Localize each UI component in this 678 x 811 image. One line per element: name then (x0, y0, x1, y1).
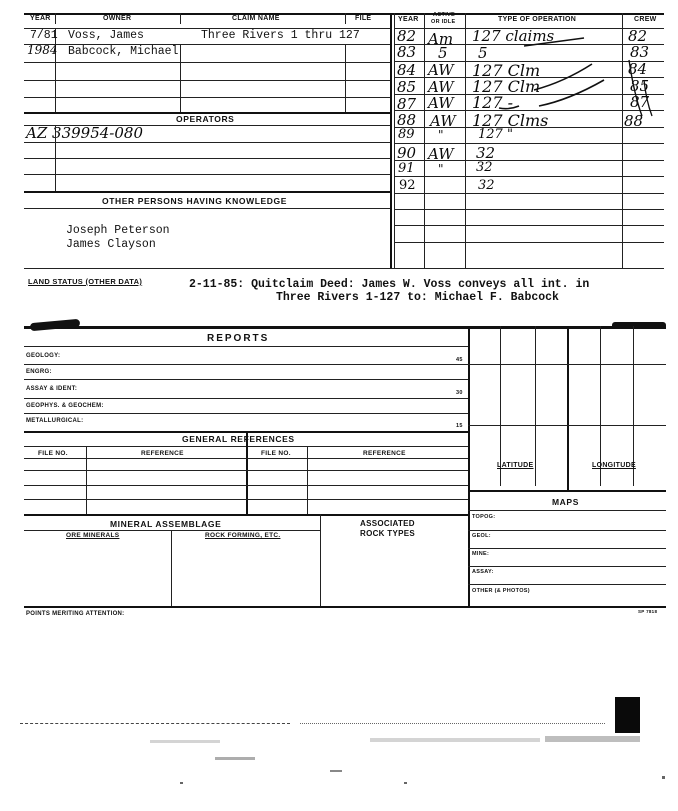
associated-label: ASSOCIATED (360, 519, 415, 528)
noise (370, 738, 540, 742)
activity-year: 89 (398, 127, 415, 142)
claim-name: Three Rivers 1 thru 127 (201, 29, 360, 42)
header-type-of-operation: TYPE OF OPERATION (498, 16, 577, 23)
activity-year: 91 (398, 161, 415, 176)
header-crew: CREW (634, 16, 657, 23)
map-item: MINE: (472, 551, 490, 557)
noise (545, 736, 640, 742)
smudge (612, 322, 666, 329)
header-file: FILE (355, 15, 372, 22)
rock-types-label: ROCK TYPES (360, 529, 416, 538)
activity-operation: 127 Clms (472, 111, 549, 130)
activity-crew: 84 (628, 60, 648, 78)
activity-crew: 87 (630, 93, 650, 111)
activity-operation: 32 (478, 178, 495, 193)
handwritten-strokes (394, 24, 666, 194)
activity-status: AW (428, 61, 454, 79)
activity-status: 5 (438, 44, 448, 62)
activity-operation: 127 Clm (472, 61, 541, 80)
noise (404, 782, 407, 784)
latitude-label: LATITUDE (497, 462, 534, 469)
report-row-label: ASSAY & IDENT: (26, 386, 78, 392)
activity-year: 85 (397, 78, 417, 96)
form-code: SP 7818 (638, 609, 658, 614)
map-item: ASSAY: (472, 569, 494, 575)
noise (215, 757, 255, 760)
report-row-num: 45 (456, 357, 463, 363)
activity-status: AW (430, 112, 456, 130)
smudge (30, 319, 81, 331)
activity-crew: 88 (624, 112, 644, 130)
activity-year: 90 (397, 144, 417, 162)
longitude-label: LONGITUDE (592, 462, 636, 469)
activity-operation: 127 " (478, 127, 513, 142)
noise (180, 782, 183, 784)
activity-operation: 5 (478, 44, 488, 62)
header-active: ACTIVE (433, 12, 455, 18)
report-row-num: 30 (456, 390, 463, 396)
ref-reference-header: REFERENCE (141, 450, 184, 457)
dark-block (615, 697, 640, 733)
operator-entry: AZ 339954-080 (26, 124, 143, 142)
maps-title: MAPS (552, 497, 579, 507)
activity-status: AW (428, 94, 454, 112)
report-row-label: GEOLOGY: (26, 353, 61, 359)
owner-year: 1984 (27, 43, 58, 57)
header-claim-name: CLAIM NAME (232, 15, 280, 22)
map-item: OTHER (& PHOTOS) (472, 588, 530, 594)
activity-crew: 82 (628, 27, 648, 45)
ref-file-no-header: FILE NO. (261, 450, 291, 457)
other-persons-title: OTHER PERSONS HAVING KNOWLEDGE (102, 196, 288, 206)
owner-year: 7/81 (30, 29, 58, 42)
activity-status: AW (428, 78, 454, 96)
report-row-label: METALLURGICAL: (26, 418, 84, 424)
owner-name: Voss, James (68, 29, 144, 42)
activity-year: 92 (399, 178, 416, 193)
activity-status: Am (428, 30, 454, 48)
activity-status: " (438, 162, 444, 176)
ref-file-no-header: FILE NO. (38, 450, 68, 457)
activity-operation: 127 Clm (472, 77, 541, 96)
report-row-label: GEOPHYS. & GEOCHEM: (26, 403, 104, 409)
other-person: Joseph Peterson (66, 224, 170, 237)
owner-name: Babcock, Michael (68, 45, 179, 58)
activity-operation: 127 - (472, 93, 514, 112)
operators-title: OPERATORS (176, 114, 235, 124)
ref-reference-header: REFERENCE (363, 450, 406, 457)
activity-crew: 83 (630, 43, 650, 61)
activity-year: 88 (397, 111, 417, 129)
other-person: James Clayson (66, 238, 156, 251)
reports-title: REPORTS (207, 333, 270, 344)
noise (150, 740, 220, 743)
map-item: TOPOG: (472, 514, 496, 520)
activity-operation: 32 (476, 144, 496, 162)
mineral-title: MINERAL ASSEMBLAGE (110, 519, 222, 529)
map-item: GEOL: (472, 533, 491, 539)
activity-status: " (438, 128, 444, 142)
land-status-line1: 2-11-85: Quitclaim Deed: James W. Voss conveys all int. in (189, 278, 590, 291)
activity-crew: 85 (630, 77, 650, 95)
activity-year: 84 (397, 61, 417, 79)
report-row-label: ENGRG: (26, 369, 52, 375)
activity-year: 87 (397, 95, 417, 113)
header-year: YEAR (30, 15, 51, 22)
ore-minerals-header: ORE MINERALS (66, 532, 120, 539)
noise (662, 776, 665, 779)
points-meriting-attention: POINTS MERITING ATTENTION: (26, 611, 125, 617)
header-year-right: YEAR (398, 16, 419, 23)
activity-operation: 32 (476, 160, 493, 175)
land-status-label: LAND STATUS (OTHER DATA) (28, 277, 143, 286)
activity-year: 83 (397, 43, 417, 61)
activity-status: AW (428, 145, 454, 163)
rock-forming-header: ROCK FORMING, ETC. (205, 532, 281, 539)
report-row-num: 15 (456, 423, 463, 429)
activity-operation: 127 claims (472, 27, 555, 45)
land-status-line2: Three Rivers 1-127 to: Michael F. Babcock (276, 291, 559, 304)
header-owner: OWNER (103, 15, 132, 22)
noise (330, 770, 342, 772)
general-refs-title: GENERAL REFERENCES (182, 434, 295, 444)
header-idle: OR IDLE (431, 19, 456, 25)
activity-year: 82 (397, 27, 417, 45)
